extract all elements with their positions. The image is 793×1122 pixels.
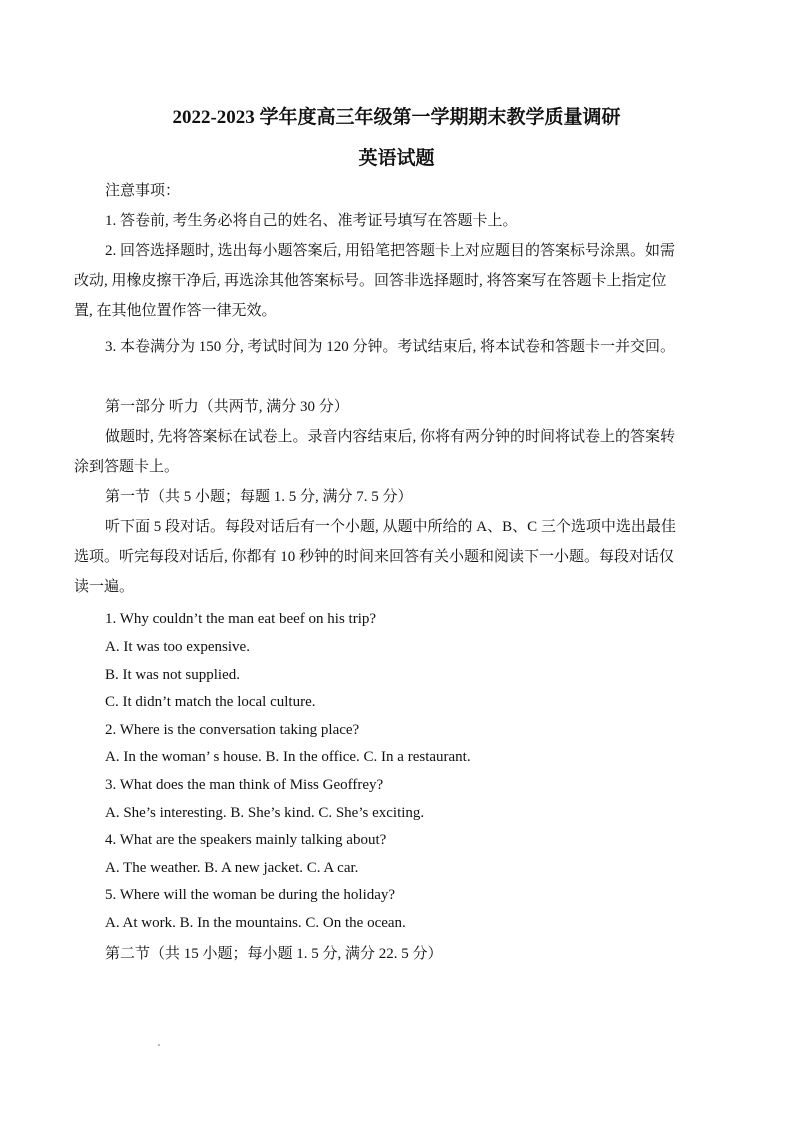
question-1-option-b: B. It was not supplied. bbox=[105, 667, 240, 683]
question-5-options: A. At work. B. In the mountains. C. On the ocean. bbox=[105, 915, 406, 931]
question-1-option-c: C. It didn’t match the local culture. bbox=[105, 694, 316, 710]
part1-instruction-line-1: 做题时, 先将答案标在试卷上。录音内容结束后, 你将有两分钟的时间将试卷上的答案转 bbox=[105, 429, 676, 445]
part1-instruction-line-2: 涂到答题卡上。 bbox=[74, 459, 180, 475]
question-3-options: A. She’s interesting. B. She’s kind. C. She’s exciting. bbox=[105, 805, 425, 821]
section1-heading: 第一节（共 5 小题；每题 1. 5 分, 满分 7. 5 分） bbox=[105, 489, 413, 505]
section1-instruction-line-2: 选项。听完每段对话后, 你都有 10 秒钟的时间来回答有关小题和阅读下一小题。每段对话仅 bbox=[74, 549, 675, 565]
document-subtitle: 英语试题 bbox=[358, 148, 435, 169]
notice-item-3: 3. 本卷满分为 150 分, 考试时间为 120 分钟。考试结束后, 将本试卷和答题卡一并交回。 bbox=[105, 339, 676, 355]
question-5: 5. Where will the woman be during the holiday? bbox=[105, 887, 396, 903]
question-4: 4. What are the speakers mainly talking about? bbox=[105, 832, 387, 848]
question-4-options: A. The weather. B. A new jacket. C. A car. bbox=[105, 860, 359, 876]
question-3: 3. What does the man think of Miss Geoffrey? bbox=[105, 777, 384, 793]
section1-instruction-line-3: 读一遍。 bbox=[74, 579, 135, 595]
question-1: 1. Why couldn’t the man eat beef on his trip? bbox=[105, 611, 377, 627]
question-2-options: A. In the woman’ s house. B. In the office. C. In a restaurant. bbox=[105, 749, 471, 765]
notice-item-2-line-2: 改动, 用橡皮擦干净后, 再选涂其他答案标号。回答非选择题时, 将答案写在答题卡上指定位 bbox=[74, 273, 667, 289]
document-title: 2022-2023 学年度高三年级第一学期期末教学质量调研 bbox=[172, 107, 621, 128]
question-1-option-a: A. It was too expensive. bbox=[105, 639, 250, 655]
notice-heading: 注意事项： bbox=[105, 183, 181, 199]
section1-instruction-line-1: 听下面 5 段对话。每段对话后有一个小题, 从题中所给的 A、B、C 三个选项中选出最佳 bbox=[105, 519, 676, 535]
part1-heading: 第一部分 听力（共两节, 满分 30 分） bbox=[105, 399, 349, 415]
scan-speck bbox=[158, 1044, 160, 1046]
notice-item-2-line-3: 置, 在其他位置作答一律无效。 bbox=[74, 303, 277, 319]
question-2: 2. Where is the conversation taking place? bbox=[105, 722, 360, 738]
notice-item-1: 1. 答卷前, 考生务必将自己的姓名、准考证号填写在答题卡上。 bbox=[105, 213, 518, 229]
section2-heading: 第二节（共 15 小题；每小题 1. 5 分, 满分 22. 5 分） bbox=[105, 946, 443, 962]
notice-item-2-line-1: 2. 回答选择题时, 选出每小题答案后, 用铅笔把答题卡上对应题目的答案标号涂黑。如需 bbox=[105, 243, 676, 259]
